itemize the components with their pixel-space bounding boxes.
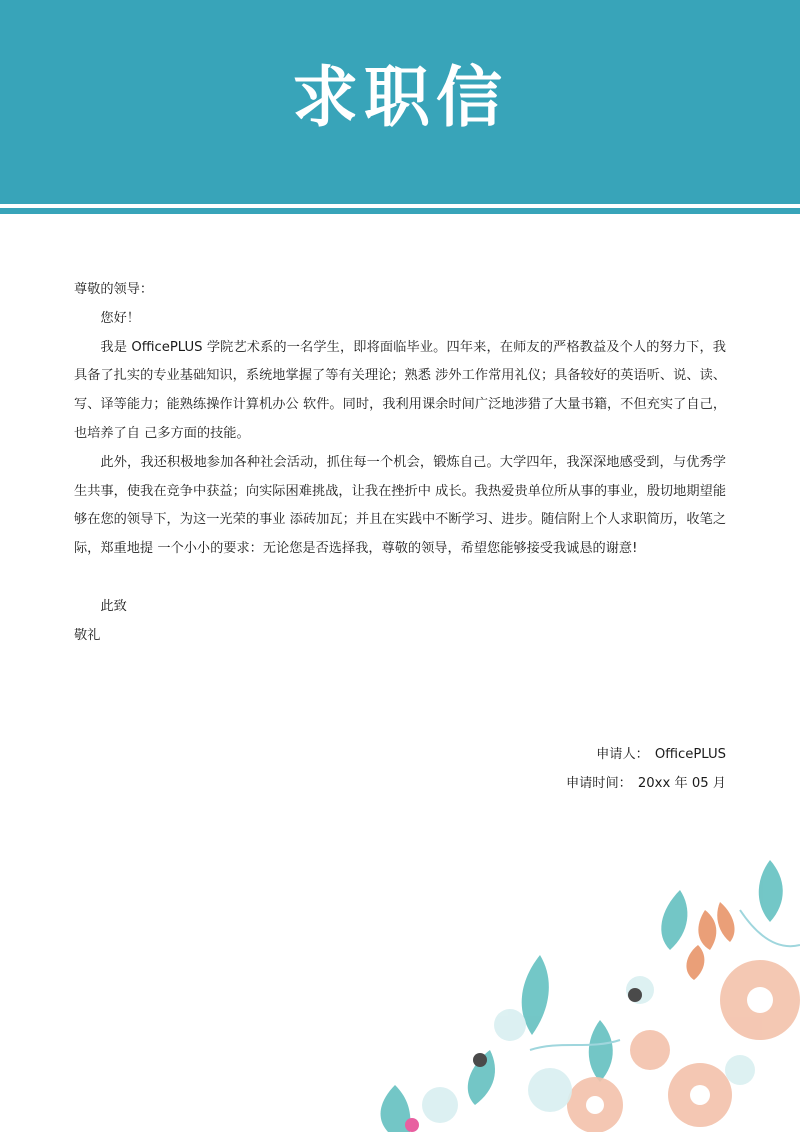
signature-block: [566, 740, 726, 798]
paragraph-2: 此外，我还积极地参加各种社会活动，抓住每一个机会，锻炼自己。大学四年，我深深地感受到，与优秀学生共事，使我在竞争中获益；向实际困难挑战，让我在挫折中 成长。我热爱贵单位所从事的事业，殷切地期望能够在您的领导下，为这一光荣的事业 添砖加瓦；并且在实践中不断学习、进步。随信附上个人求职简历，收笔之际，郑重地提 一个小小的要求：无论您是否选择我，尊敬的领导，希望您能够接受我诚恳的谢意!: [74, 454, 726, 557]
closing-line-1: 此致: [100, 598, 127, 614]
salutation: 您好！: [100, 310, 140, 326]
applicant-label: 申请人：: [596, 747, 649, 762]
closing-line-2: 敬礼: [74, 627, 101, 643]
date-row: [566, 769, 726, 798]
applicant-name: OfficePLUS: [654, 747, 726, 762]
applicant-row: [566, 740, 726, 769]
letter-body: [74, 276, 726, 650]
spacer: [74, 564, 726, 593]
greeting: 尊敬的领导：: [74, 282, 154, 297]
floral-decoration: [300, 850, 800, 1132]
pink-flower-icon: [405, 1118, 419, 1132]
date-value: 20xx 年 05 月: [637, 776, 726, 791]
date-label: 申请时间：: [565, 776, 632, 791]
paragraph-1: 我是 OfficePLUS 学院艺术系的一名学生，即将面临毕业。四年来，在师友的严格教益及个人的努力下，我具备了扎实的专业基础知识，系统地掌握了等有关理论；熟悉 涉外工作常用礼仪；具备较好的英语听、说、读、写、译等能力；能熟练操作计算机办公 软件。同时，我利用课余时间广泛地涉猎了大量书籍，不但充实了自己，也培养了自 己多方面的技能。: [74, 339, 726, 441]
header-banner: [0, 0, 800, 204]
header-divider: [0, 208, 800, 214]
page-title: 求职信: [292, 59, 508, 136]
orange-leaf-icon: [686, 902, 734, 980]
